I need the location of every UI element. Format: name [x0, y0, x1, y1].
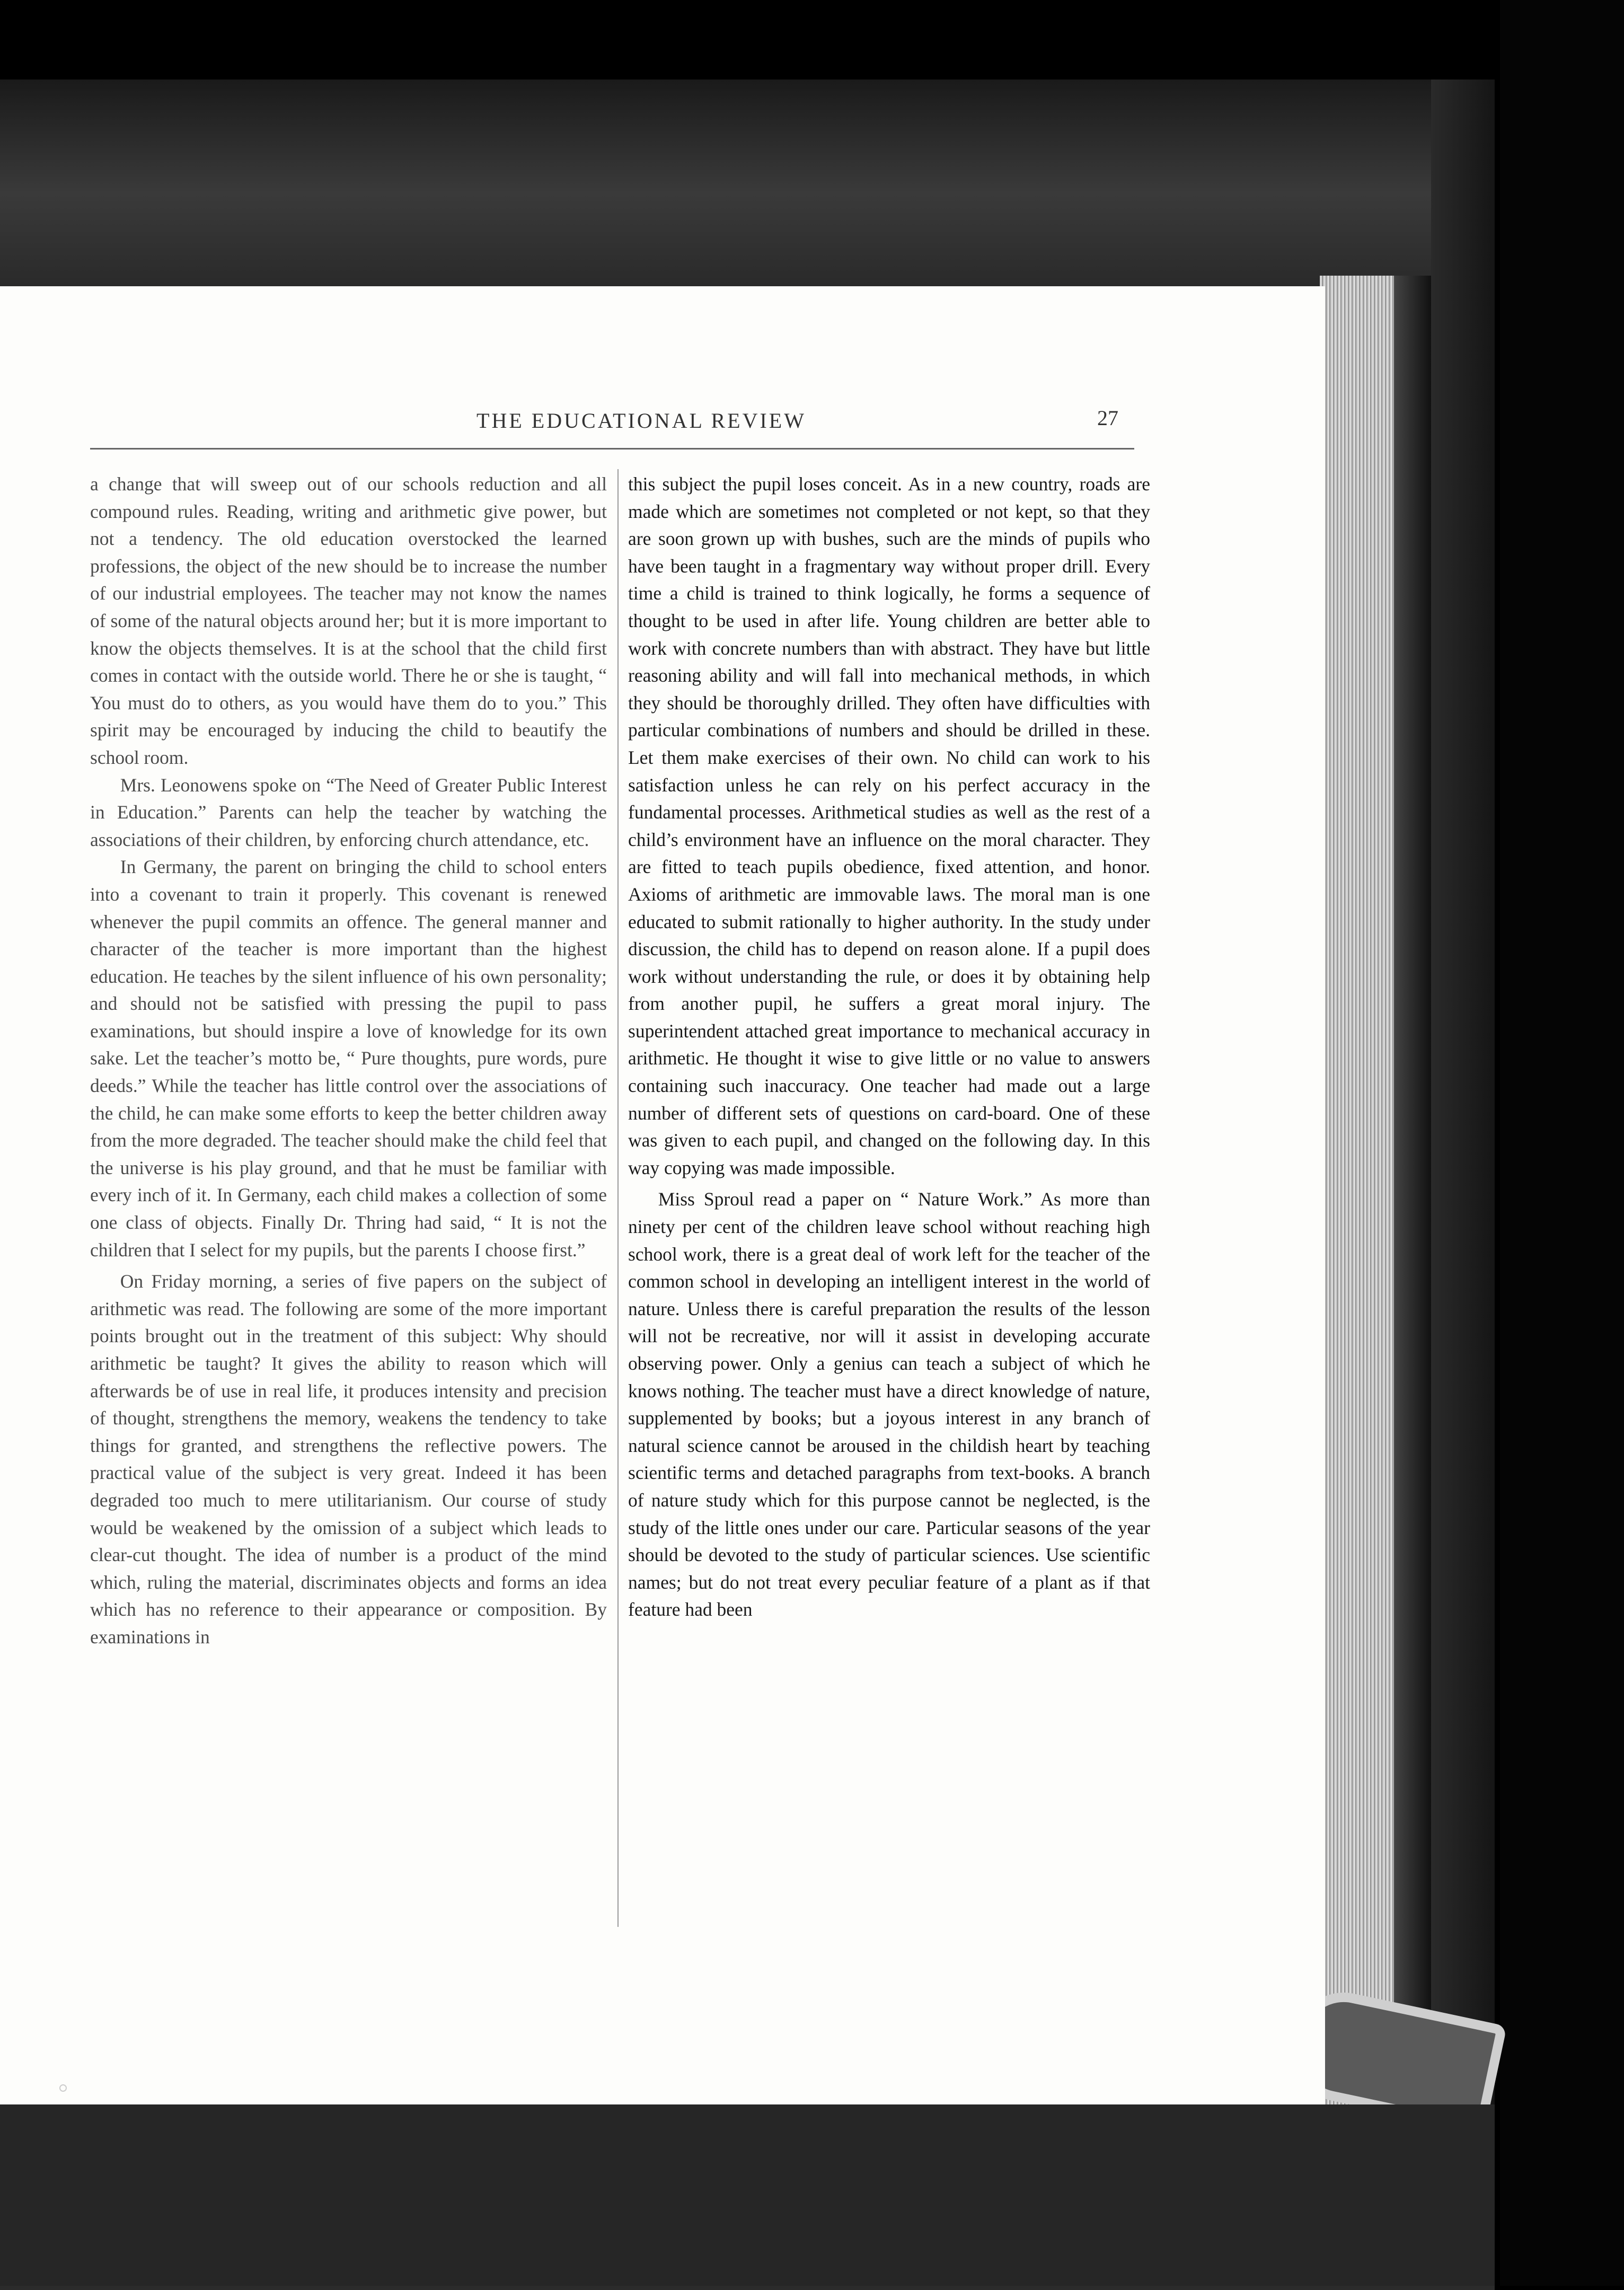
paragraph: Mrs. Leonowens spoke on “The Need of Greater Public Interest in Education.” Parents can help the teacher by watching the associations of their children, by enforcing church attendance, etc.	[90, 774, 607, 850]
running-header: THE EDUCATIONAL REVIEW	[476, 409, 806, 433]
page-number: 27	[1097, 406, 1118, 430]
paragraph: this subject the pupil loses conceit. As in a new country, roads are made which are sometimes not completed or not kept, so that they are soon grown up with bushes, such are the minds of pupils who have been taught in a fragmentary way without proper drill. Every time a child is trained to think logically, he forms a sequence of thought to be used in after life. Young children are better able to work with concrete numbers than with abstract. They have but little reasoning ability and will fall into mechanical methods, in which they should be thoroughly drilled. They often have difficulties with particular combinations of numbers and should be drilled in these. Let them make exercises of their own. No child can work to his satisfaction unless he can rely on his perfect accuracy in the fundamental processes. Arithmetical studies as well as the rest of a child’s environment have an influence on the moral character. They are fitted to teach pupils obedience, fixed attention, and honor. Axioms of arithmetic are immovable laws. The moral man is one educated to submit rationally to higher authority. In the study under discussion, the child has to depend on reason alone. If a pupil does work without understanding the rule, or does it by obtaining help from another pupil, he suffers a great moral injury. The superintendent attached great importance to mechanical accuracy in arithmetic. He thought it wise to give little or no value to answers containing such inaccuracy. One teacher had made out a large number of different sets of questions on card-board. One of these was given to each pupil, and changed on the following day. In this way copying was made impossible.	[628, 473, 1150, 1178]
header-rule	[90, 448, 1134, 450]
scanner-frame-inner	[1431, 80, 1495, 2179]
left-column	[90, 471, 607, 1651]
book-spine-shadow	[1394, 276, 1431, 2115]
right-column	[628, 471, 1150, 1624]
scanner-shadow-top	[0, 80, 1495, 286]
scanner-frame-right	[1500, 0, 1624, 2286]
book-page-edges	[1320, 276, 1394, 2110]
scanner-shadow-bottom	[0, 2104, 1495, 2286]
column-divider	[617, 469, 619, 1927]
scan-speck	[59, 2084, 67, 2092]
paragraph: In Germany, the parent on bringing the child to school enters into a covenant to train it properly. This covenant is renewed whenever the pupil commits an offence. The general manner and character of the teacher is more important than the highest education. He teaches by the silent influence of his own personality; and should not be satisfied with pressing the pupil to pass examinations, but should inspire a love of knowledge for its own sake. Let the teacher’s motto be, “ Pure thoughts, pure words, pure deeds.” While the teacher has little control over the associations of the child, he can make some efforts to keep the better children away from the more degraded. The teacher should make the child feel that the universe is his play ground, and that he must be familiar with every inch of it. In Germany, each child makes a collection of some one class of objects. Finally Dr. Thring had said, “ It is not the children that I select for my pupils, but the parents I choose first.”	[90, 856, 607, 1261]
paragraph: On Friday morning, a series of five papers on the subject of arithmetic was read. The following are some of the more important points brought out in the treatment of this subject: Why should arithmetic be taught? It gives the ability to reason which will afterwards be of use in real life, it produces intensity and precision of thought, strengthens the memory, weakens the tendency to take things for granted, and strengthens the reflective powers. The practical value of the subject is very great. Indeed it has been degraded too much to mere utilitarianism. Our course of study would be weakened by the omission of a subject which leads to clear-cut thought. The idea of number is a product of the mind which, ruling the material, discriminates objects and forms an idea which has no reference to their appearance or composition. By examinations in	[90, 1271, 607, 1648]
paragraph: Miss Sproul read a paper on “ Nature Work.” As more than ninety per cent of the children leave school without reaching high school work, there is a great deal of work left for the teacher of the common school in developing an intelligent interest in the world of nature. Unless there is careful preparation the results of the lesson will not be recreative, nor will it assist in developing accurate observing power. Only a genius can teach a subject of which he knows nothing. The teacher must have a direct knowledge of nature, supplemented by books; but a joyous interest in any branch of natural science cannot be aroused in the childish heart by teaching scientific terms and detached paragraphs from text-books. A branch of nature study which for this purpose cannot be neglected, is the study of the little ones under our care. Particular seasons of the year should be devoted to the study of particular sciences. Use scientific names; but do not treat every peculiar feature of a plant as if that feature had been	[628, 1188, 1150, 1620]
paragraph: a change that will sweep out of our schools reduction and all compound rules. Reading, writing and arithmetic give power, but not a tendency. The old education overstocked the learned professions, the object of the new should be to increase the number of our industrial employees. The teacher may not know the names of some of the natural objects around her; but it is more important to know the objects themselves. It is at the school that the child first comes in contact with the outside world. There he or she is taught, “ You must do to others, as you would have them do to you.” This spirit may be encouraged by inducing the child to beautify the school room.	[90, 473, 607, 768]
